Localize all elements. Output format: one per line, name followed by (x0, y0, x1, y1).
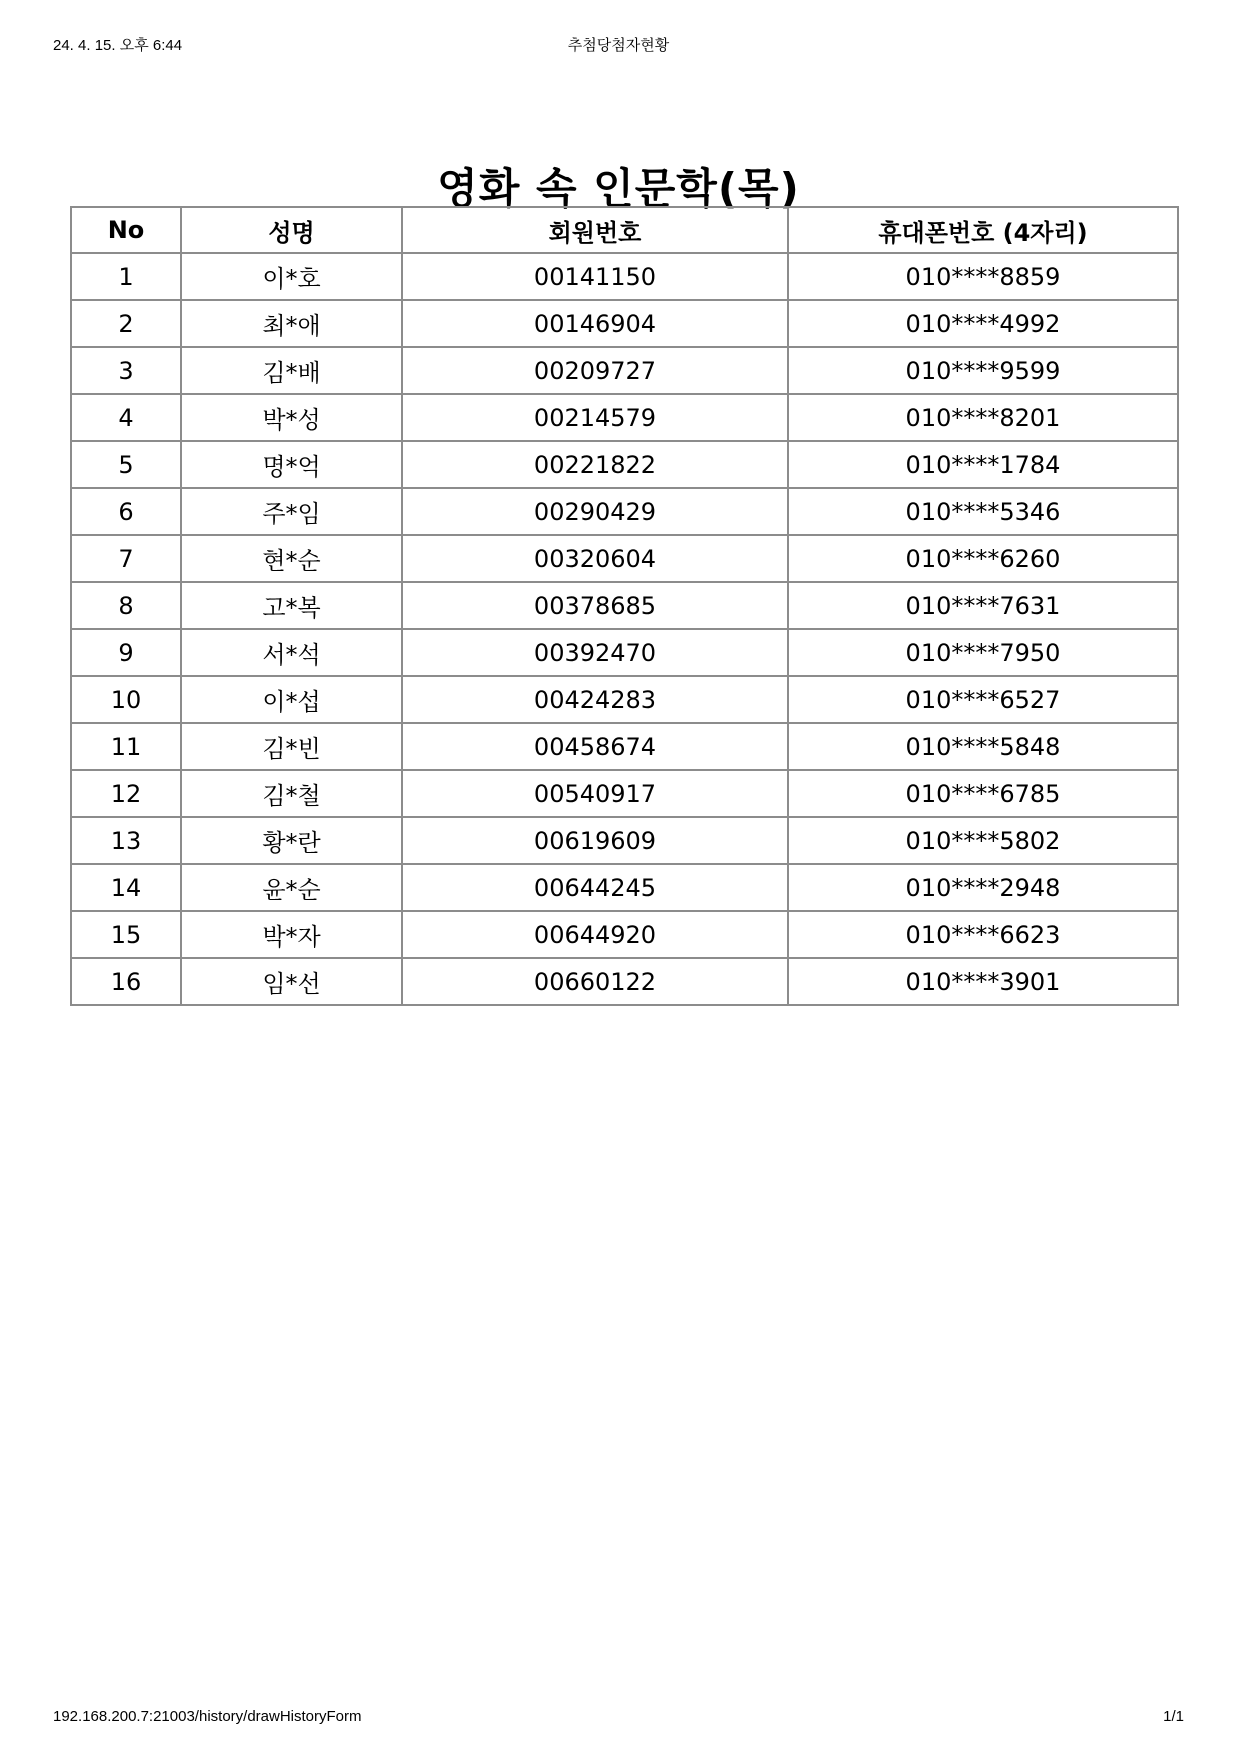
cell-member-number: 00209727 (402, 347, 788, 394)
cell-phone-number: 010****8859 (788, 253, 1178, 300)
cell-member-number: 00424283 (402, 676, 788, 723)
table-row (71, 911, 1178, 958)
cell-member-number: 00644245 (402, 864, 788, 911)
table-row (71, 770, 1178, 817)
table-row (71, 676, 1178, 723)
cell-name: 김*빈 (181, 723, 402, 770)
table-row (71, 488, 1178, 535)
table-row (71, 864, 1178, 911)
print-date: 24. 4. 15. 오후 6:44 (53, 37, 183, 54)
cell-member-number: 00221822 (402, 441, 788, 488)
cell-phone-number: 010****7950 (788, 629, 1178, 676)
cell-name: 김*배 (181, 347, 402, 394)
cell-no: 14 (71, 864, 181, 911)
cell-name: 고*복 (181, 582, 402, 629)
cell-no: 13 (71, 817, 181, 864)
cell-phone-number: 010****5802 (788, 817, 1178, 864)
cell-name: 박*자 (181, 911, 402, 958)
cell-member-number: 00146904 (402, 300, 788, 347)
page-title: 영화 속 인문학(목) (437, 164, 800, 214)
header-phone-number: 휴대폰번호 (4자리) (788, 207, 1178, 253)
print-document-title: 추첨당첨자현황 (567, 37, 670, 54)
header-no: No (71, 207, 181, 253)
cell-member-number: 00214579 (402, 394, 788, 441)
cell-phone-number: 010****7631 (788, 582, 1178, 629)
cell-no: 6 (71, 488, 181, 535)
cell-phone-number: 010****3901 (788, 958, 1178, 1005)
table-row (71, 394, 1178, 441)
cell-phone-number: 010****2948 (788, 864, 1178, 911)
table-row (71, 629, 1178, 676)
cell-member-number: 00644920 (402, 911, 788, 958)
cell-no: 3 (71, 347, 181, 394)
table-row (71, 347, 1178, 394)
cell-member-number: 00290429 (402, 488, 788, 535)
cell-no: 15 (71, 911, 181, 958)
cell-name: 황*란 (181, 817, 402, 864)
cell-phone-number: 010****6623 (788, 911, 1178, 958)
print-header (53, 34, 1184, 54)
cell-phone-number: 010****4992 (788, 300, 1178, 347)
cell-phone-number: 010****1784 (788, 441, 1178, 488)
cell-name: 서*석 (181, 629, 402, 676)
cell-no: 4 (71, 394, 181, 441)
table-row (71, 300, 1178, 347)
cell-no: 7 (71, 535, 181, 582)
cell-member-number: 00660122 (402, 958, 788, 1005)
header-name: 성명 (181, 207, 402, 253)
cell-no: 1 (71, 253, 181, 300)
cell-phone-number: 010****6785 (788, 770, 1178, 817)
cell-name: 박*성 (181, 394, 402, 441)
cell-phone-number: 010****9599 (788, 347, 1178, 394)
cell-phone-number: 010****6527 (788, 676, 1178, 723)
cell-member-number: 00540917 (402, 770, 788, 817)
cell-no: 12 (71, 770, 181, 817)
winners-table (70, 206, 1179, 1006)
table-row (71, 253, 1178, 300)
cell-no: 5 (71, 441, 181, 488)
table-row (71, 535, 1178, 582)
table-row (71, 958, 1178, 1005)
cell-phone-number: 010****5346 (788, 488, 1178, 535)
cell-member-number: 00392470 (402, 629, 788, 676)
header-member-number: 회원번호 (402, 207, 788, 253)
cell-member-number: 00378685 (402, 582, 788, 629)
cell-name: 최*애 (181, 300, 402, 347)
cell-member-number: 00320604 (402, 535, 788, 582)
cell-no: 8 (71, 582, 181, 629)
cell-member-number: 00141150 (402, 253, 788, 300)
cell-phone-number: 010****6260 (788, 535, 1178, 582)
table-row (71, 441, 1178, 488)
cell-phone-number: 010****8201 (788, 394, 1178, 441)
table-header-row (71, 207, 1178, 253)
cell-name: 윤*순 (181, 864, 402, 911)
page-number: 1/1 (1163, 1708, 1184, 1725)
table-row (71, 817, 1178, 864)
cell-name: 김*철 (181, 770, 402, 817)
table-row (71, 582, 1178, 629)
cell-no: 9 (71, 629, 181, 676)
cell-no: 16 (71, 958, 181, 1005)
cell-name: 이*섭 (181, 676, 402, 723)
print-url: 192.168.200.7:21003/history/drawHistoryForm (53, 1708, 362, 1725)
print-footer (53, 1708, 1184, 1728)
table-row (71, 723, 1178, 770)
cell-no: 10 (71, 676, 181, 723)
cell-name: 주*임 (181, 488, 402, 535)
cell-name: 현*순 (181, 535, 402, 582)
cell-name: 이*호 (181, 253, 402, 300)
cell-name: 명*억 (181, 441, 402, 488)
cell-phone-number: 010****5848 (788, 723, 1178, 770)
cell-no: 11 (71, 723, 181, 770)
cell-name: 임*선 (181, 958, 402, 1005)
cell-member-number: 00619609 (402, 817, 788, 864)
cell-member-number: 00458674 (402, 723, 788, 770)
cell-no: 2 (71, 300, 181, 347)
